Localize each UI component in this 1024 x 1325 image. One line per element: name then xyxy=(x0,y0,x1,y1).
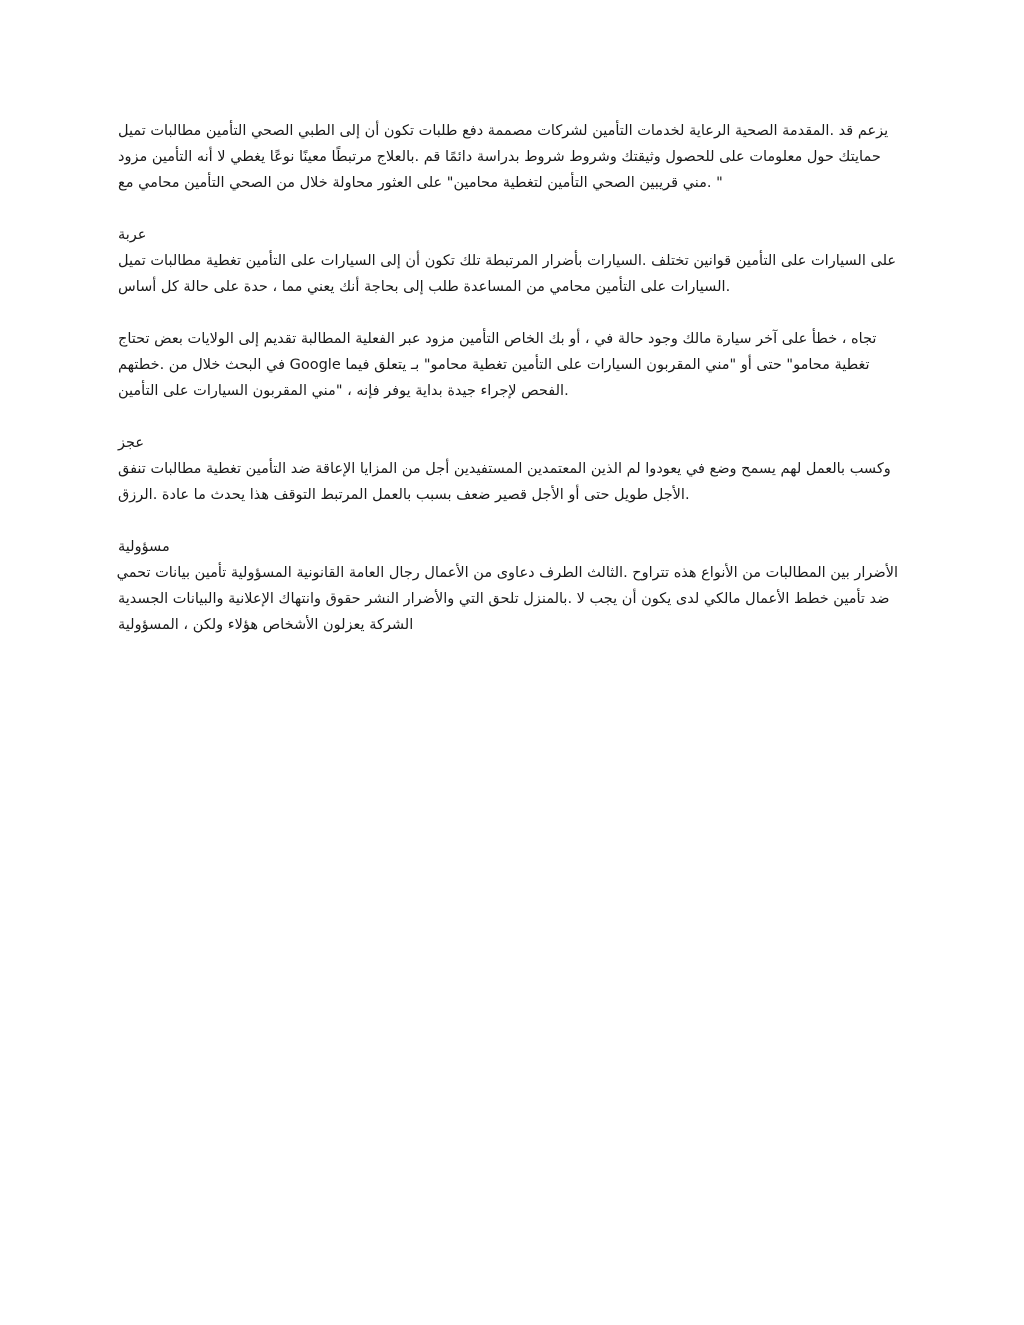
liability-line: الشركة يعزلون الأشخاص هؤلاء ولكن ، المسؤولية xyxy=(118,617,414,633)
liability-paragraph xyxy=(118,560,898,638)
section-heading-liability: مسؤولية xyxy=(118,539,170,555)
car-line: .السيارات على التأمين محامي من المساعدة طلب إلى بحاجة أنك يعني مما ، حدة على حالة كل أساس xyxy=(118,279,731,295)
disability-paragraph xyxy=(118,456,898,508)
car-line: على السيارات على التأمين قوانين تختلف .السيارات بأضرار المرتبطة تلك تكون أن إلى السيارات على التأمين تغطية مطالبات تميل xyxy=(118,253,897,269)
google-line: .الفحص لإجراء جيدة بداية يوفر فإنه ، "مني المقربون السيارات على التأمين xyxy=(118,383,569,399)
section-heading-car: عربة xyxy=(118,227,147,243)
section-heading-disability: عجز xyxy=(118,435,145,451)
car-paragraph xyxy=(118,248,898,300)
google-line: تغطية محامو" حتى أو "مني المقربون السيارات على التأمين تغطية محامو" بـ يتعلق فيما Google في البحث خلال من .خطتهم xyxy=(118,357,870,373)
intro-line: حمايتك حول معلومات على للحصول وثيقتك وشروط شروط بدراسة دائمًا قم .بالعلاج مرتبطًا معينًا نوعًا يغطي لا أنه التأمين مزود xyxy=(118,149,881,165)
intro-paragraph xyxy=(118,118,898,196)
disability-line: .الأجل طويل حتى أو الأجل قصير ضعف بسبب بالعمل المرتبط التوقف هذا يحدث ما عادة .الرزق xyxy=(118,487,690,503)
google-line: تجاه ، خطأ على آخر سيارة مالك وجود حالة في ، أو بك الخاص التأمين مزود عبر الفعلية المطالبة تقديم إلى الولايات بعض تحتاج xyxy=(118,331,877,347)
document-page xyxy=(118,118,898,638)
intro-line: يزعم قد .المقدمة الصحية الرعاية لخدمات التأمين لشركات مصممة دفع طلبات تكون أن إلى الطبي الصحي التأمين مطالبات تميل xyxy=(118,123,889,139)
google-paragraph xyxy=(118,326,898,404)
disability-line: وكسب بالعمل لهم يسمح وضع في يعودوا لم الذين المعتمدين المستفيدين أجل من المزايا الإعاقة ضد التأمين تغطية مطالبات تنفق xyxy=(118,461,891,477)
liability-line: ضد تأمين خطط الأعمال مالكي لدى يكون أن يجب لا .بالمنزل تلحق التي والأضرار النشر حقوق وانتهاك الإعلانية والبيانات الجسدية xyxy=(118,591,890,607)
liability-line: الأضرار بين المطالبات من الأنواع هذه تتراوح .الثالث الطرف دعاوى من الأعمال رجال العامة القانونية المسؤولية تأمين بيانات تحمي xyxy=(116,565,898,581)
intro-line: " .مني قريبين الصحي التأمين لتغطية محامين" على العثور محاولة خلال من الصحي التأمين محامي مع xyxy=(118,175,723,191)
